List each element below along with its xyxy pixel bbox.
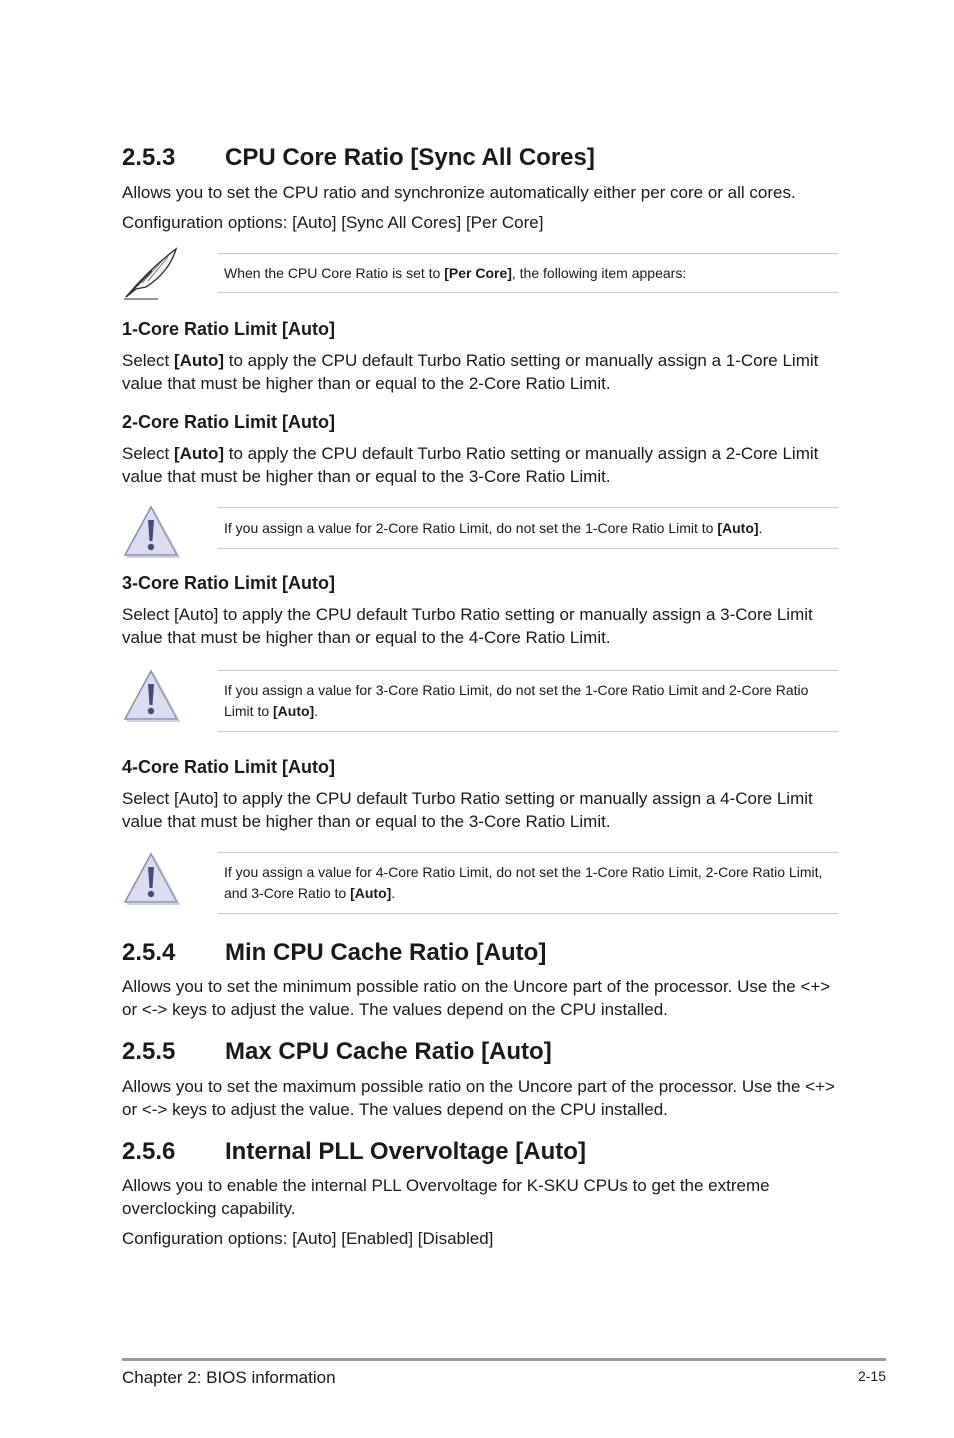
warning-text-end: . (314, 703, 319, 719)
section-title: Internal PLL Overvoltage [Auto] (225, 1138, 586, 1165)
warning-bold-text: [Auto] (350, 885, 392, 901)
desc-bold-text: [Auto] (173, 444, 225, 463)
note-text-end: , the following item appears: (511, 264, 687, 281)
section-heading-2-5-4 (122, 939, 546, 967)
warning-icon (122, 504, 180, 560)
desc-text-end: to apply the CPU default Turbo Ratio setting or manually assign a 2-Core Limit value that must be higher than or equal to the 3-Core Ratio Limit. (122, 444, 819, 486)
page-number: 2-15 (857, 1368, 886, 1384)
desc-text-end: to apply the CPU default Turbo Ratio setting or manually assign a 1-Core Limit value that must be higher than or equal to the 2-Core Ratio Limit. (122, 351, 819, 393)
warning-bold-text: [Auto] (273, 703, 315, 719)
warning-box (218, 670, 838, 732)
warning-icon (122, 851, 180, 907)
configuration-options: Configuration options: [Auto] [Sync All Cores] [Per Core] (122, 213, 544, 232)
section-heading-2-5-3 (122, 144, 595, 172)
note-pen-icon (122, 245, 180, 301)
item-description-2-core (122, 442, 842, 488)
item-description-3-core: Select [Auto] to apply the CPU default Turbo Ratio setting or manually assign a 3-Core Limit value that must be higher than or equal to the 4-Core Ratio Limit. (122, 605, 813, 647)
configuration-options: Configuration options: [Auto] [Enabled] [Disabled] (122, 1229, 494, 1248)
section-number: 2.5.3 (122, 144, 176, 171)
footer-rule (122, 1358, 886, 1361)
section-heading-2-5-6 (122, 1138, 586, 1166)
item-description-4-core: Select [Auto] to apply the CPU default Turbo Ratio setting or manually assign a 4-Core Limit value that must be higher than or equal to the 3-Core Ratio Limit. (122, 789, 813, 831)
warning-bold-text: [Auto] (717, 519, 759, 536)
item-description-1-core (122, 349, 842, 395)
warning-text-end: . (758, 519, 763, 536)
desc-text: Select (122, 351, 174, 370)
section-description: Allows you to set the maximum possible ratio on the Uncore part of the processor. Use the <+> or <-> keys to adjust the value. The values depend on the CPU installed. (122, 1077, 835, 1119)
item-heading-4-core: 4-Core Ratio Limit [Auto] (122, 757, 335, 777)
section-description: Allows you to set the CPU ratio and synchronize automatically either per core or all cores. (122, 183, 796, 202)
note-box (218, 253, 838, 293)
desc-bold-text: [Auto] (173, 351, 225, 370)
item-heading-3-core: 3-Core Ratio Limit [Auto] (122, 573, 335, 593)
warning-box (218, 507, 838, 549)
section-description: Allows you to enable the internal PLL Overvoltage for K-SKU CPUs to get the extreme overclocking capability. (122, 1176, 770, 1218)
warning-icon (122, 668, 180, 724)
note-text: When the CPU Core Ratio is set to (224, 264, 445, 281)
warning-text: If you assign a value for 3-Core Ratio Limit, do not set the 1-Core Ratio Limit and 2-Core Ratio Limit to (224, 682, 809, 719)
item-heading-2-core: 2-Core Ratio Limit [Auto] (122, 412, 335, 432)
section-number: 2.5.6 (122, 1138, 176, 1165)
warning-text: If you assign a value for 2-Core Ratio Limit, do not set the 1-Core Ratio Limit to (224, 519, 718, 536)
footer-chapter: Chapter 2: BIOS information (122, 1368, 336, 1387)
section-title: CPU Core Ratio [Sync All Cores] (225, 144, 595, 171)
section-number: 2.5.5 (122, 1038, 176, 1065)
section-title: Min CPU Cache Ratio [Auto] (225, 939, 547, 966)
item-heading-1-core: 1-Core Ratio Limit [Auto] (122, 319, 335, 339)
section-title: Max CPU Cache Ratio [Auto] (225, 1038, 552, 1065)
warning-box (218, 852, 838, 914)
warning-text: If you assign a value for 4-Core Ratio Limit, do not set the 1-Core Ratio Limit, 2-Core Ratio Limit, and 3-Core Ratio to (224, 864, 823, 901)
warning-text-end: . (391, 885, 396, 901)
section-description: Allows you to set the minimum possible ratio on the Uncore part of the processor. Use the <+> or <-> keys to adjust the value. The values depend on the CPU installed. (122, 977, 831, 1019)
section-number: 2.5.4 (122, 939, 176, 966)
section-heading-2-5-5 (122, 1038, 552, 1066)
desc-text: Select (122, 444, 174, 463)
note-bold-text: [Per Core] (444, 264, 512, 281)
